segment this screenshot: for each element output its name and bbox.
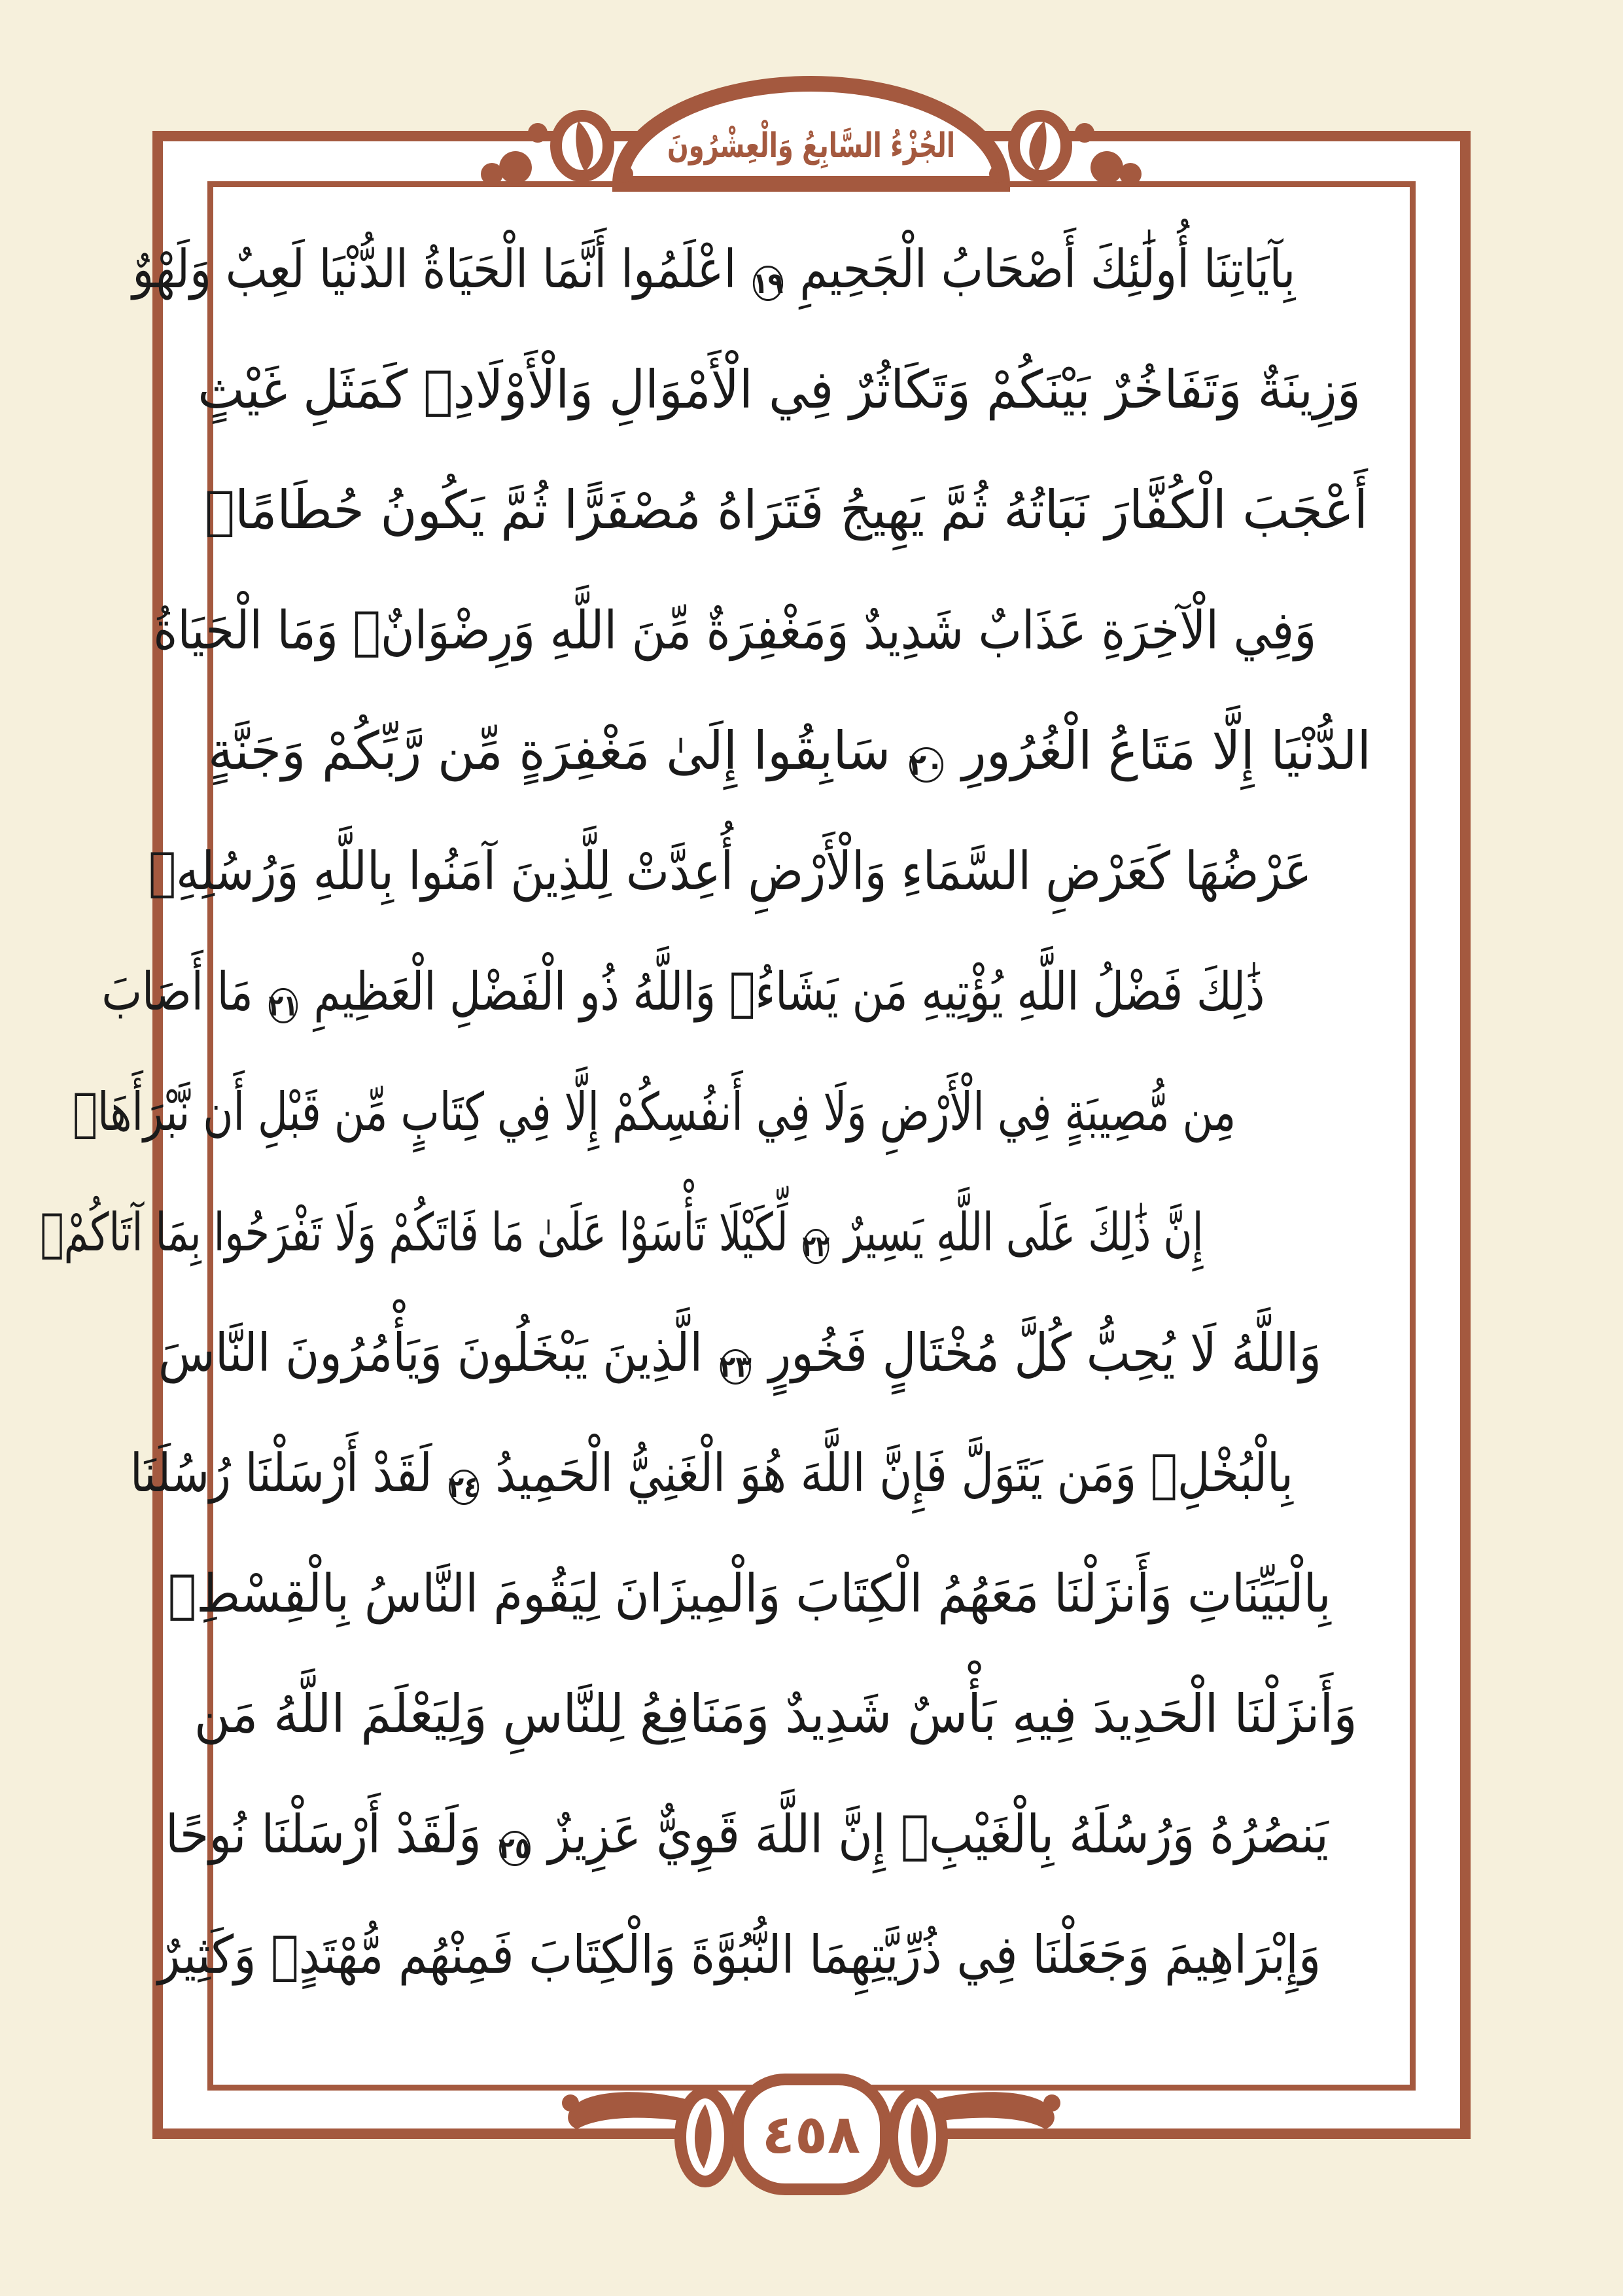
page-number-text: ٤٥٨ bbox=[761, 2104, 861, 2166]
page-number-ornament bbox=[0, 2022, 1623, 2238]
quran-line-text: يَنصُرُهُ وَرُسُلَهُ بِالْغَيْبِۚ إِنَّ اللَّهَ قَوِيٌّ عَزِيزٌ ٢٥ وَلَقَدْ أَرْسَلْنَا نُوحًا bbox=[166, 1804, 1329, 1865]
quran-line bbox=[204, 450, 1393, 571]
quran-text-block bbox=[40, 209, 1393, 2015]
verse-number-marker: ٢١ bbox=[269, 987, 298, 1023]
quran-line bbox=[166, 1775, 1393, 1895]
quran-line bbox=[168, 1534, 1393, 1654]
quran-line bbox=[194, 1654, 1393, 1775]
quran-line-text: إِنَّ ذَٰلِكَ عَلَى اللَّهِ يَسِيرٌ ٢٢ لِّكَيْلَا تَأْسَوْا عَلَىٰ مَا فَاتَكُمْ وَلَا تَفْرَحُوا بِمَا آتَاكُمْۗ bbox=[40, 1202, 1204, 1263]
quran-line-text: بِالْبَيِّنَاتِ وَأَنزَلْنَا مَعَهُمُ الْكِتَابَ وَالْمِيزَانَ لِيَقُومَ النَّاسُ بِالْقِسْطِۖ bbox=[168, 1563, 1332, 1624]
quran-line-text: بِآيَاتِنَا أُولَٰئِكَ أَصْحَابُ الْجَحِيمِ ١٩ اعْلَمُوا أَنَّمَا الْحَيَاةُ الدُّنْيَا لَعِبٌ وَلَهْوٌ bbox=[131, 239, 1295, 300]
quran-line-text: وَأَنزَلْنَا الْحَدِيدَ فِيهِ بَأْسٌ شَدِيدٌ وَمَنَافِعُ لِلنَّاسِ وَلِيَعْلَمَ اللَّهُ مَن bbox=[194, 1684, 1357, 1744]
quran-line-text: عَرْضُهَا كَعَرْضِ السَّمَاءِ وَالْأَرْضِ أُعِدَّتْ لِلَّذِينَ آمَنُوا بِاللَّهِ وَرُسُلِهِۚ bbox=[148, 841, 1312, 902]
verse-number-marker: ٢٤ bbox=[449, 1469, 480, 1504]
quran-line-text: وَإِبْرَاهِيمَ وَجَعَلْنَا فِي ذُرِّيَّتِهِمَا النُّبُوَّةَ وَالْكِتَابَ فَمِنْهُم مُّهْتَدٍۖ وَكَثِيرٌ bbox=[157, 1924, 1321, 1985]
quran-line bbox=[73, 1052, 1393, 1173]
quran-line-text: ذَٰلِكَ فَضْلُ اللَّهِ يُؤْتِيهِ مَن يَشَاءُۚ وَاللَّهُ ذُو الْفَضْلِ الْعَظِيمِ ٢١ مَا أَصَابَ bbox=[101, 961, 1265, 1023]
left-wing-icon bbox=[568, 2092, 686, 2129]
quran-line-text: وَفِي الْآخِرَةِ عَذَابٌ شَدِيدٌ وَمَغْفِرَةٌ مِّنَ اللَّهِ وَرِضْوَانٌۚ وَمَا الْحَيَاةُ bbox=[153, 600, 1317, 661]
quran-line bbox=[157, 1895, 1393, 2015]
quran-line bbox=[101, 932, 1393, 1052]
verse-number-marker: ٢٠ bbox=[909, 747, 944, 782]
quran-line bbox=[148, 811, 1393, 932]
quran-line-text: وَاللَّهُ لَا يُحِبُّ كُلَّ مُخْتَالٍ فَخُورٍ ٢٣ الَّذِينَ يَبْخَلُونَ وَيَأْمُرُونَ النَّاسَ bbox=[158, 1322, 1322, 1384]
quran-line bbox=[208, 691, 1393, 811]
quran-line-text: بِالْبُخْلِۗ وَمَن يَتَوَلَّ فَإِنَّ اللَّهَ هُوَ الْغَنِيُّ الْحَمِيدُ ٢٤ لَقَدْ أَرْسَلْنَا رُسُلَنَا bbox=[130, 1443, 1294, 1504]
quran-line bbox=[130, 1413, 1393, 1534]
quran-line bbox=[153, 571, 1393, 691]
juz-header-ornament bbox=[0, 0, 1623, 275]
juz-title-text: الجُزْءُ السَّابِعُ وَالْعِشْرُونَ bbox=[667, 126, 1057, 166]
verse-number-marker: ١٩ bbox=[752, 265, 783, 300]
quran-line-text: وَزِينَةٌ وَتَفَاخُرٌ بَيْنَكُمْ وَتَكَاثُرٌ فِي الْأَمْوَالِ وَالْأَوْلَادِۖ كَمَثَلِ غَيْثٍ bbox=[197, 359, 1361, 420]
quran-line bbox=[40, 1173, 1393, 1293]
quran-line-text: الدُّنْيَا إِلَّا مَتَاعُ الْغُرُورِ ٢٠ سَابِقُوا إِلَىٰ مَغْفِرَةٍ مِّن رَّبِّكُمْ وَجَنَّةٍ bbox=[208, 720, 1372, 782]
quran-line bbox=[197, 330, 1393, 450]
quran-line bbox=[158, 1293, 1393, 1413]
quran-line-text: أَعْجَبَ الْكُفَّارَ نَبَاتُهُ ثُمَّ يَهِيجُ فَتَرَاهُ مُصْفَرًّا ثُمَّ يَكُونُ حُطَامًاۖ bbox=[204, 480, 1368, 540]
verse-number-marker: ٢٥ bbox=[498, 1830, 531, 1865]
quran-line-text: مِن مُّصِيبَةٍ فِي الْأَرْضِ وَلَا فِي أَنفُسِكُمْ إِلَّا فِي كِتَابٍ مِّن قَبْلِ أَن نَّبْرَأَهَاۚ bbox=[73, 1082, 1236, 1142]
verse-number-marker: ٢٣ bbox=[720, 1349, 752, 1384]
verse-number-marker: ٢٢ bbox=[802, 1228, 830, 1263]
right-wing-icon bbox=[937, 2092, 1055, 2129]
